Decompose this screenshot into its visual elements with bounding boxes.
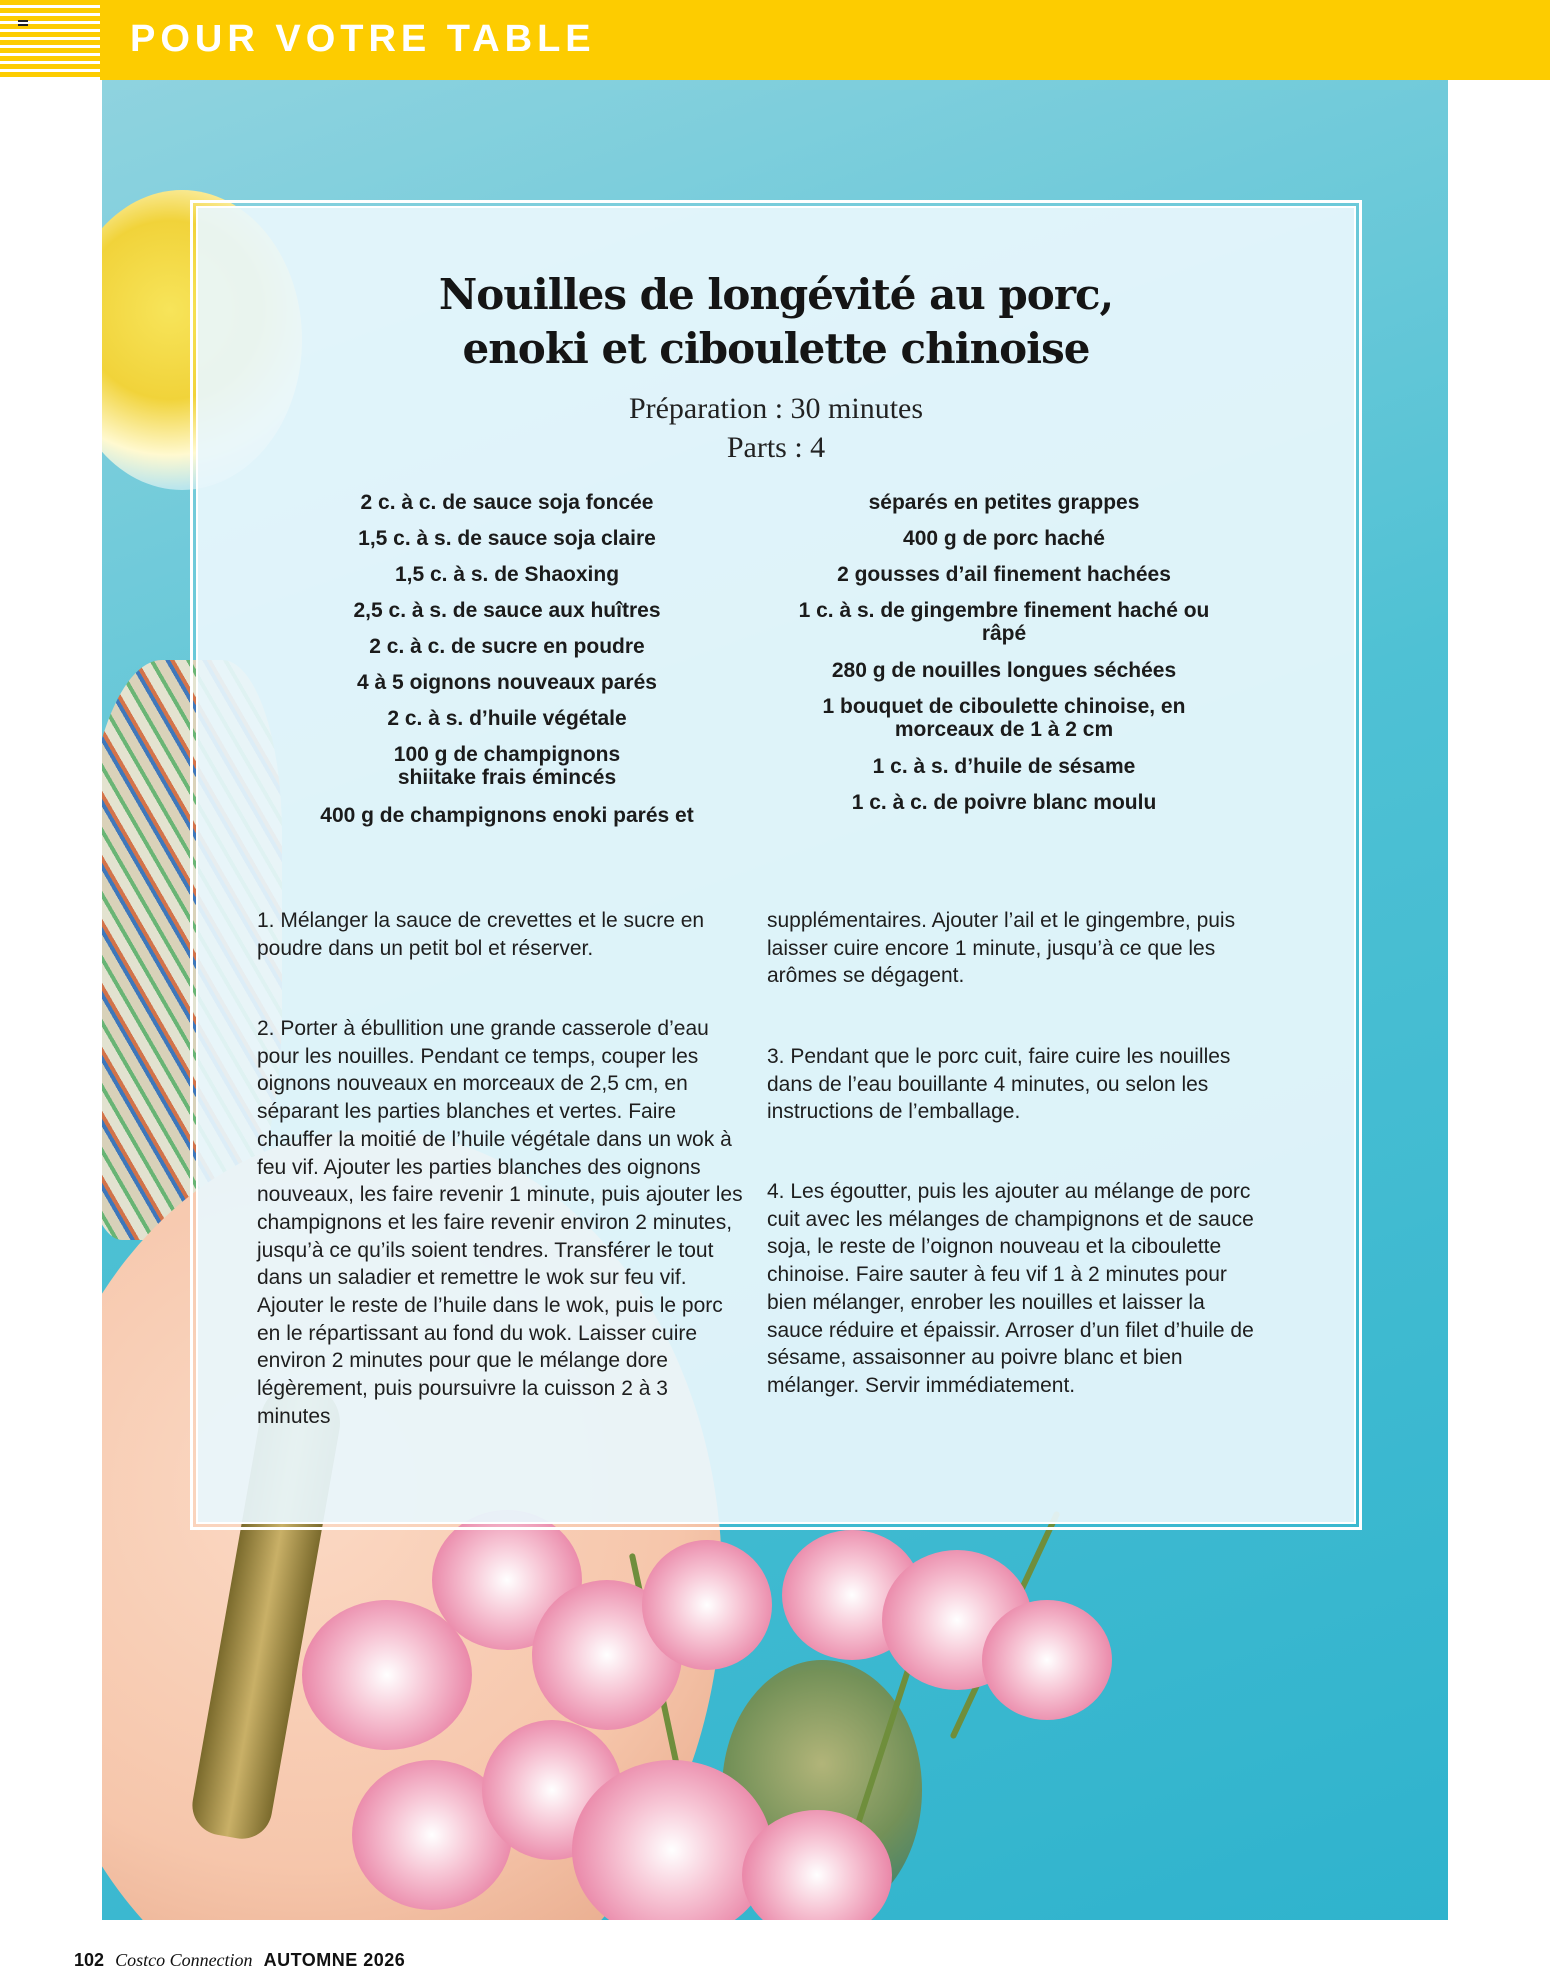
ingredient-item: 280 g de nouilles longues séchées [831, 659, 1177, 682]
ingredient-item: 100 g de champignons shiitake frais émincés [393, 743, 621, 789]
ingredient-item: 1 c. à s. d’huile de sésame [872, 755, 1136, 778]
step-paragraph: 1. Mélanger la sauce de crevettes et le sucre en poudre dans un petit bol et réserver. [257, 909, 705, 960]
ingredient-item: 400 g de champignons enoki parés et [320, 804, 694, 827]
recipe-title [196, 268, 1356, 376]
recipe-title-line: enoki et ciboulette chinoise [462, 324, 1090, 373]
step-paragraph: 4. Les égoutter, puis les ajouter au mélange de porc cuit avec les mélanges de champignons et de sauce soja, le reste de l’oignon nouveau et la ciboulette chinoise. Faire sauter à feu vif 1 à 2 minutes pour bien mélanger, enrober les nouilles et laisser la sauce réduire et épaissir. Arroser d’un filet d’huile de sésame, assaisonner au poivre blanc et bien mélanger. Servir immédiatement. [767, 1180, 1254, 1397]
ingredient-item: 2,5 c. à s. de sauce aux huîtres [353, 599, 661, 622]
ingredient-item: 1 bouquet de ciboulette chinoise, en morceaux de 1 à 2 cm [822, 695, 1186, 741]
ingredient-item: 2 gousses d’ail finement hachées [837, 563, 1171, 586]
servings: Parts : 4 [726, 431, 826, 464]
ingredient-item: 2 c. à c. de sauce soja foncée [360, 491, 654, 514]
ingredient-item: 4 à 5 oignons nouveaux parés [357, 671, 657, 694]
issue-season: AUTOMNE 2026 [263, 1950, 406, 1970]
recipe-title-line: Nouilles de longévité au porc, [438, 270, 1114, 319]
ingredient-item: 2 c. à s. d’huile végétale [387, 707, 627, 730]
flower-image [642, 1540, 772, 1670]
ingredient-item: 1 c. à c. de poivre blanc moulu [851, 791, 1157, 814]
section-title: POUR VOTRE TABLE [130, 18, 596, 60]
ingredient-item: séparés en petites grappes [868, 491, 1140, 514]
section-header [0, 0, 1550, 80]
ingredient-item: 400 g de porc haché [903, 527, 1105, 550]
step-paragraph: 2. Porter à ébullition une grande casserole d’eau pour les nouilles. Pendant ce temps, couper les oignons nouveaux en morceaux de 2,5 cm, en séparant les parties blanches et vertes. Faire chauffer la moitié de l’huile végétale dans un wok à feu vif. Ajouter les parties blanches des oignons nouveaux, les faire revenir 1 minute, puis ajouter les champignons et les faire revenir environ 2 minutes, jusqu’à ce qu’ils soient tendres. Transférer le tout dans un saladier et remettre le wok sur feu vif. Ajouter le reste de l’huile dans le wok, puis le porc en le répartissant au fond du wok. Laisser cuire environ 2 minutes pour que le mélange dore légèrement, puis poursuivre la cuisson 2 à 3 minutes [257, 1017, 743, 1428]
ingredient-item: 1 c. à s. de gingembre finement haché ou râpé [798, 599, 1210, 645]
header-stripe-decoration [0, 0, 100, 80]
ingredient-item: 1,5 c. à s. de sauce soja claire [358, 527, 656, 550]
page-footer [74, 1950, 405, 1975]
ingredient-item: 2 c. à c. de sucre en poudre [369, 635, 645, 658]
preparation-time: Préparation : 30 minutes [628, 392, 924, 425]
menu-mark-icon [18, 20, 28, 26]
ingredient-item: 1,5 c. à s. de Shaoxing [394, 563, 620, 586]
page-number: 102 [74, 1950, 105, 1970]
step-paragraph: supplémentaires. Ajouter l’ail et le gingembre, puis laisser cuire encore 1 minute, jusqu’à ce que les arômes se dégagent. [767, 909, 1236, 988]
flower-image [982, 1600, 1112, 1720]
step-paragraph: 3. Pendant que le porc cuit, faire cuire les nouilles dans de l’eau bouillante 4 minutes, ou selon les instructions de l’emballage. [767, 1045, 1231, 1124]
magazine-name: Costco Connection [115, 1950, 253, 1970]
